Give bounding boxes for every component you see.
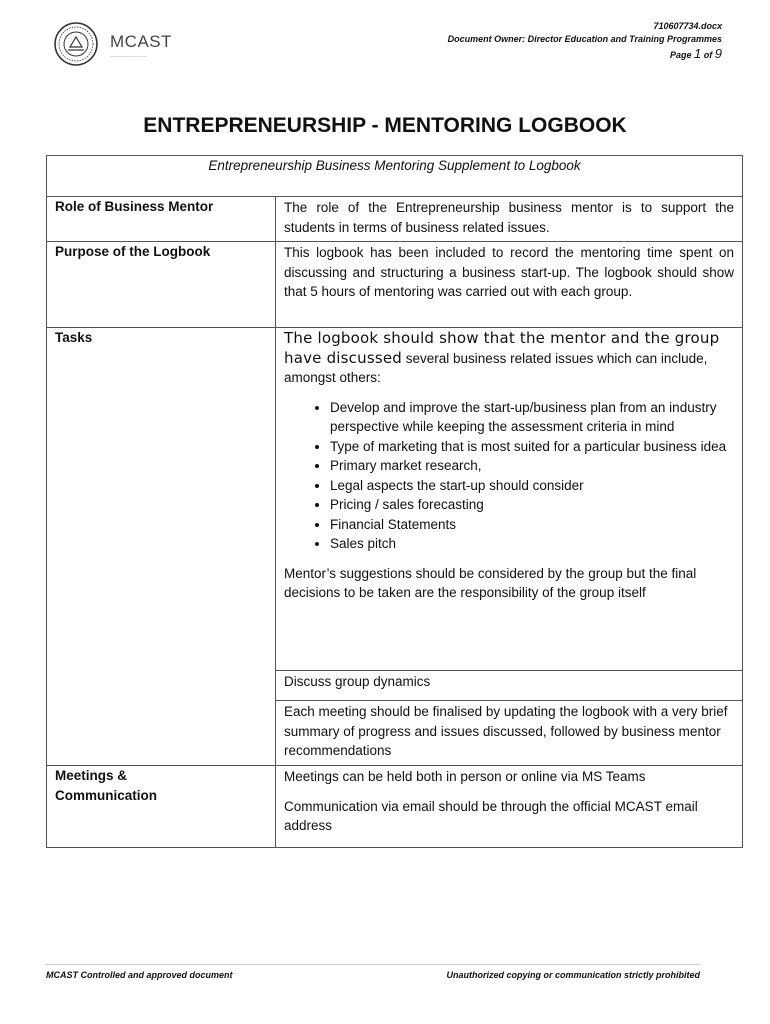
list-item: • Financial Statements <box>330 515 734 535</box>
list-item: • Develop and improve the start-up/business plan from an industry perspective while keeping the assessment criteria in mind <box>330 398 734 437</box>
role-label: Role of Business Mentor <box>47 197 276 242</box>
list-item: • Pricing / sales forecasting <box>330 495 734 515</box>
tasks-intro-rest: several business related issues which can include, amongst others: <box>284 350 708 385</box>
page-title: ENTREPRENEURSHIP - MENTORING LOGBOOK <box>143 114 627 137</box>
mcast-seal-icon <box>52 20 100 68</box>
list-item: • Type of marketing that is most suited for a particular business idea <box>330 437 734 457</box>
page-current: 1 <box>694 46 702 61</box>
footer-divider <box>46 964 700 965</box>
caption-row <box>47 156 743 197</box>
page-of: of <box>703 50 713 60</box>
group-dynamics: Discuss group dynamics <box>276 671 743 701</box>
list-item: • Primary market research, <box>330 456 734 476</box>
tasks-list <box>284 398 734 554</box>
footer-right: Unauthorized copying or communication strictly prohibited <box>446 970 700 980</box>
logbook-table <box>46 155 743 848</box>
document-header <box>448 20 722 62</box>
purpose-row <box>47 242 743 328</box>
mcast-logo <box>52 20 172 68</box>
document-owner: Document Owner: Director Education and Training Programmes <box>447 34 722 44</box>
list-item: • Sales pitch <box>330 534 734 554</box>
page-number <box>448 47 722 62</box>
tasks-label: Tasks <box>47 328 276 766</box>
mentor-suggestion: Mentor’s suggestions should be considered by the group but the final decisions to be taken are the responsibility of the group itself <box>284 565 697 600</box>
logo-wordmark: MCAST <box>110 32 172 51</box>
table-caption: Entrepreneurship Business Mentoring Supplement to Logbook <box>47 156 743 197</box>
meetings-label-line2: Communication <box>55 787 158 803</box>
meetings-label <box>47 766 276 848</box>
footer-left: MCAST Controlled and approved document <box>46 970 233 980</box>
role-row <box>47 197 743 242</box>
page-word: Page <box>669 50 692 60</box>
meetings-label-line1: Meetings & <box>55 768 128 783</box>
tasks-content <box>276 328 743 671</box>
purpose-label: Purpose of the Logbook <box>47 242 276 328</box>
communication-text: Communication via email should be through the official MCAST email address <box>284 798 698 833</box>
role-text: The role of the Entrepreneurship business mentor is to support the students in terms of business related issues. <box>276 197 743 242</box>
meetings-row <box>47 766 743 848</box>
meetings-content <box>276 766 743 848</box>
document-filename: 710607734.docx <box>653 21 722 31</box>
tasks-intro-large: The logbook should show that the mentor and the group have discussed <box>284 329 720 367</box>
meetings-text: Meetings can be held both in person or online via MS Teams <box>284 769 646 784</box>
tasks-intro <box>284 329 734 388</box>
tasks-row <box>47 328 743 671</box>
page-total: 9 <box>714 46 722 61</box>
meeting-finalise: Each meeting should be finalised by updating the logbook with a very brief summary of progress and issues discussed, followed by business mentor recommendations <box>276 701 743 766</box>
logo-subtitle-rule: ——————— <box>110 54 148 60</box>
list-item: • Legal aspects the start-up should consider <box>330 476 734 496</box>
purpose-text: This logbook has been included to record the mentoring time spent on discussing and structuring a business start-up. The logbook should show that 5 hours of mentoring was carried out with each group. <box>276 242 743 328</box>
